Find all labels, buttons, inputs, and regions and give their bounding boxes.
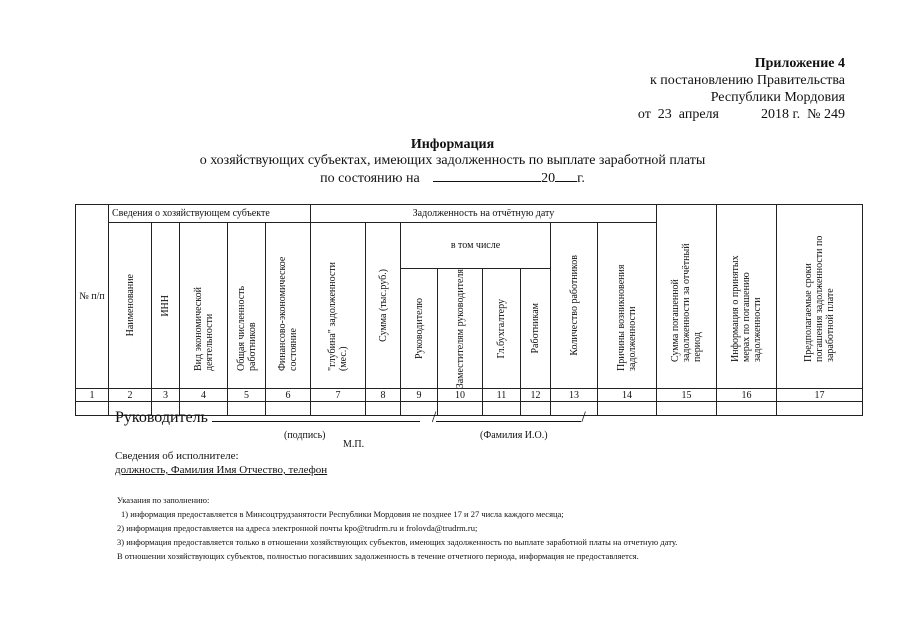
header-measures (717, 205, 777, 389)
header-depth-label: "глубина" задолженности (мес.) (327, 261, 349, 371)
col-number: 9 (401, 389, 438, 402)
header-repaid (657, 205, 717, 389)
col-number: 8 (366, 389, 401, 402)
header-name-label: Наименование (124, 274, 136, 337)
header-incl-group: в том числе (401, 223, 551, 269)
col-number: 10 (438, 389, 483, 402)
header-terms-label: Предполагаемые сроки погашения задолженности по заработной плате (803, 235, 836, 362)
instruction-item: В отношении хозяйствующих субъектов, полностью погасивших задолженность в течение отчетного периода, информация не предоставляется. (117, 551, 639, 561)
col-number: 17 (777, 389, 863, 402)
header-count (551, 223, 598, 389)
executor-block (115, 449, 327, 477)
col-number: 1 (76, 389, 109, 402)
slash-2: / (581, 409, 586, 426)
instruction-item: 3) информация предоставляется только в отношении хозяйствующих субъектов, имеющих задолженность по выплате заработной платы на отчетную дату. (117, 537, 678, 547)
signature-block (115, 407, 586, 427)
header-num (76, 205, 109, 389)
appendix-header (638, 55, 845, 123)
header-inn-label: ИНН (160, 294, 171, 317)
header-debt-group: Задолженность на отчётную дату (311, 205, 657, 223)
col-number: 3 (152, 389, 180, 402)
header-count-label: Количество работников (568, 255, 580, 356)
year-blank (555, 169, 577, 182)
header-reasons-label: Причины возникновения задолженности (616, 264, 638, 371)
header-finance-label: Финансово-экономическое состояние (277, 256, 299, 371)
signature-line (212, 407, 420, 422)
col-number: 16 (717, 389, 777, 402)
executor-title: Сведения об исполнителе: (115, 450, 239, 462)
header-deputy-label: Заместителям руководителя (454, 269, 466, 389)
header-activity-label: Вид экономической деятельности (192, 286, 215, 371)
name-line (436, 407, 581, 422)
appendix-ref: к постановлению Правительства (649, 73, 845, 88)
col-number: 14 (598, 389, 657, 402)
header-entity-group: Сведения о хозяйствующем субъекте (109, 205, 311, 223)
header-head-label: Руководителю (413, 298, 425, 360)
debt-table (75, 204, 863, 416)
col-number: 2 (109, 389, 152, 402)
instruction-item: 2) информация предоставляется на адреса электронной почты kpo@trudrm.ru и frolovda@trudrm.ru; (117, 523, 478, 533)
table-cell (717, 402, 777, 416)
column-number-row (76, 389, 863, 402)
instructions (117, 493, 677, 563)
title-year: 20 (541, 171, 556, 186)
appendix-date: от 23 апреля 2018 г. № 249 (637, 107, 845, 122)
header-inn (152, 223, 180, 389)
table-cell (657, 402, 717, 416)
header-workers-label: Работникам (530, 303, 541, 354)
header-staff-label: Общая численность работников (235, 285, 258, 371)
instruction-item: 1) информация предоставляется в Минсоцтрудзанятости Республики Мордовия не позднее 17 и 27 числа каждого месяца; (121, 509, 564, 519)
header-workers (521, 269, 551, 389)
stamp-label: М.П. (343, 439, 365, 450)
title-date-prefix: по состоянию на (320, 171, 420, 186)
appendix-number: Приложение 4 (754, 56, 845, 71)
header-head (401, 269, 438, 389)
document-title (0, 137, 905, 187)
executor-fields: должность, Фамилия Имя Отчество, телефон (115, 464, 328, 476)
header-repaid-label: Сумма погашенной задолженности за отчётный период (670, 243, 703, 362)
table-cell (777, 402, 863, 416)
title-date-line (0, 169, 905, 187)
col-number: 7 (311, 389, 366, 402)
appendix-region: Республики Мордовия (710, 90, 845, 105)
header-num-label: № п/п (79, 291, 105, 303)
col-number: 4 (180, 389, 228, 402)
header-acct-label: Гл.бухгалтеру (496, 298, 507, 359)
header-sum (366, 223, 401, 389)
caption-name: (Фамилия И.О.) (480, 430, 548, 441)
title-subject: о хозяйствующих субъектах, имеющих задолженность по выплате заработной платы (199, 153, 706, 168)
col-number: 15 (657, 389, 717, 402)
title-date-suffix: г. (577, 171, 585, 186)
header-reasons (598, 223, 657, 389)
header-staff (228, 223, 266, 389)
col-number: 11 (483, 389, 521, 402)
header-activity (180, 223, 228, 389)
instructions-header: Указания по заполнению: (117, 495, 210, 505)
col-number: 12 (521, 389, 551, 402)
header-sum-label: Сумма (тыс.руб.) (377, 269, 389, 343)
col-number: 5 (228, 389, 266, 402)
header-deputy (438, 269, 483, 389)
col-number: 13 (551, 389, 598, 402)
table-cell (598, 402, 657, 416)
caption-sign: (подпись) (284, 430, 326, 441)
header-measures-label: Информация о принятых мерах по погашению задолженности (730, 254, 763, 362)
date-blank (433, 169, 541, 182)
col-number: 6 (266, 389, 311, 402)
header-acct (483, 269, 521, 389)
header-depth (311, 223, 366, 389)
title-main: Информация (410, 137, 495, 152)
header-terms (777, 205, 863, 389)
slash-1: / (431, 409, 437, 426)
header-finance (266, 223, 311, 389)
header-name (109, 223, 152, 389)
signature-label: Руководитель (115, 409, 208, 426)
table-cell (76, 402, 109, 416)
